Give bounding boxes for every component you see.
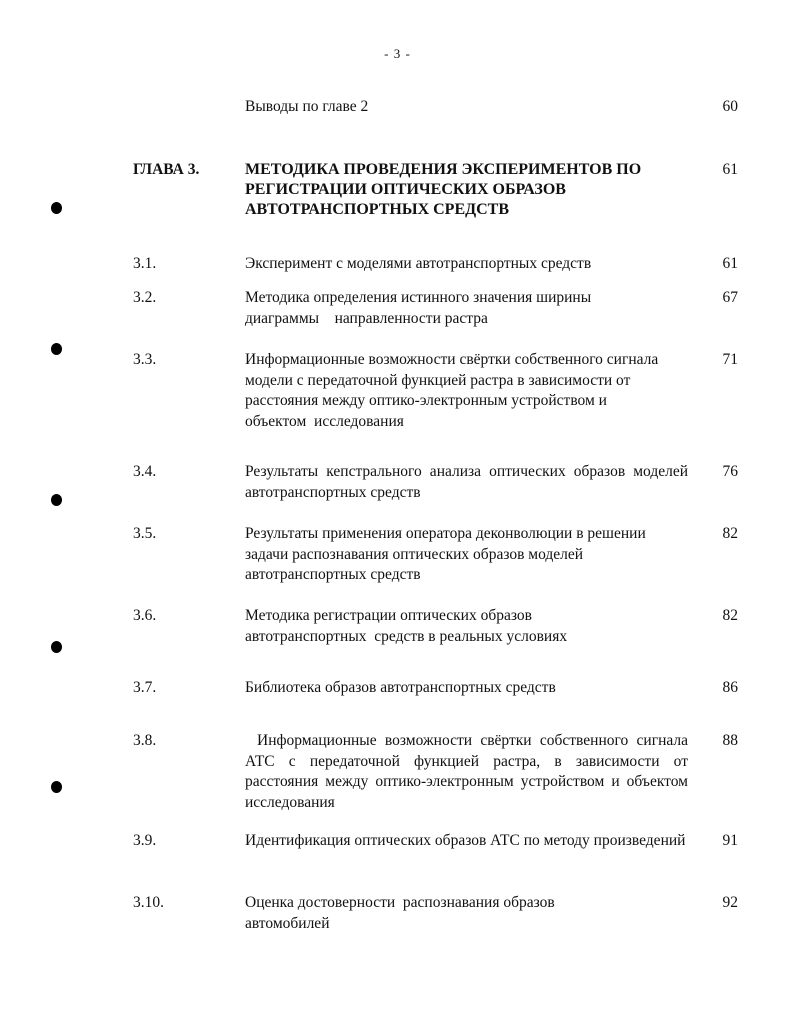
toc-entry-title: Оценка достоверности распознавания образов автомобилей <box>245 894 559 932</box>
toc-entry-title: Методика регистрации оптических образов автотранспортных средств в реальных условиях <box>245 607 568 645</box>
toc-entry-page: 82 <box>722 607 738 624</box>
toc-entry-page: 88 <box>722 732 738 749</box>
toc-entry-number: 3.10. <box>133 894 164 911</box>
toc-entry-page: 60 <box>722 98 738 115</box>
toc-entry-title: Эксперимент с моделями автотранспортных средств <box>245 255 592 272</box>
toc-entry-number: 3.5. <box>133 525 157 542</box>
toc-entry-title: Результаты применения оператора деконволюции в решении задачи распознавания оптических образов моделей автотранспортных средств <box>245 525 646 583</box>
toc-entry-page: 91 <box>722 832 738 849</box>
toc-entry-title: Библиотека образов автотранспортных средств <box>245 679 556 696</box>
toc-entry-page: 76 <box>722 463 738 480</box>
toc-entry-page: 82 <box>722 525 738 542</box>
punch-hole <box>51 494 62 506</box>
toc-entry-page: 86 <box>722 679 738 696</box>
punch-hole <box>51 202 62 214</box>
toc-entry-page: 67 <box>722 289 738 306</box>
toc-chapter-label: ГЛАВА 3. <box>133 161 200 178</box>
toc-entry-number: 3.3. <box>133 351 157 368</box>
punch-hole <box>51 343 62 355</box>
page-number: - 3 - <box>384 46 411 61</box>
toc-entry-number: 3.4. <box>133 463 157 480</box>
punch-hole <box>51 641 62 653</box>
toc-entry-title: Информационные возможности свёртки собственного сигнала АТС с передаточной функцией растра, в зависимости от расстояния между оптико-электронным устройством и объектом исследования <box>245 732 688 811</box>
toc-chapter-title: МЕТОДИКА ПРОВЕДЕНИЯ ЭКСПЕРИМЕНТОВ ПО РЕГИСТРАЦИИ ОПТИЧЕСКИХ ОБРАЗОВ АВТОТРАНСПОРТНЫХ СРЕДСТВ <box>245 161 642 218</box>
toc-entry-page: 61 <box>722 255 738 272</box>
punch-hole <box>51 781 62 793</box>
toc-entry-page: 92 <box>722 894 738 911</box>
toc-entry-title: Результаты кепстрального анализа оптических образов моделей автотранспортных средств <box>245 463 688 501</box>
toc-entry-page: 71 <box>722 351 738 368</box>
toc-entry-number: 3.9. <box>133 832 157 849</box>
toc-entry-title: Методика определения истинного значения ширины диаграммы направленности растра <box>245 289 595 327</box>
toc-entry-number: 3.7. <box>133 679 157 696</box>
toc-entry-page: 61 <box>722 161 738 178</box>
toc-entry-number: 3.8. <box>133 732 157 749</box>
toc-entry-number: 3.1. <box>133 255 157 272</box>
toc-entry-title: Информационные возможности свёртки собственного сигнала модели с передаточной функцией растра в зависимости от расстояния между оптико-электронным устройством и объектом исследования <box>245 351 666 430</box>
toc-entry-number: 3.2. <box>133 289 157 306</box>
toc-entry-title: Выводы по главе 2 <box>245 98 369 115</box>
toc-entry-number: 3.6. <box>133 607 157 624</box>
toc-entry-title: Идентификация оптических образов АТС по методу произведений <box>245 832 686 849</box>
